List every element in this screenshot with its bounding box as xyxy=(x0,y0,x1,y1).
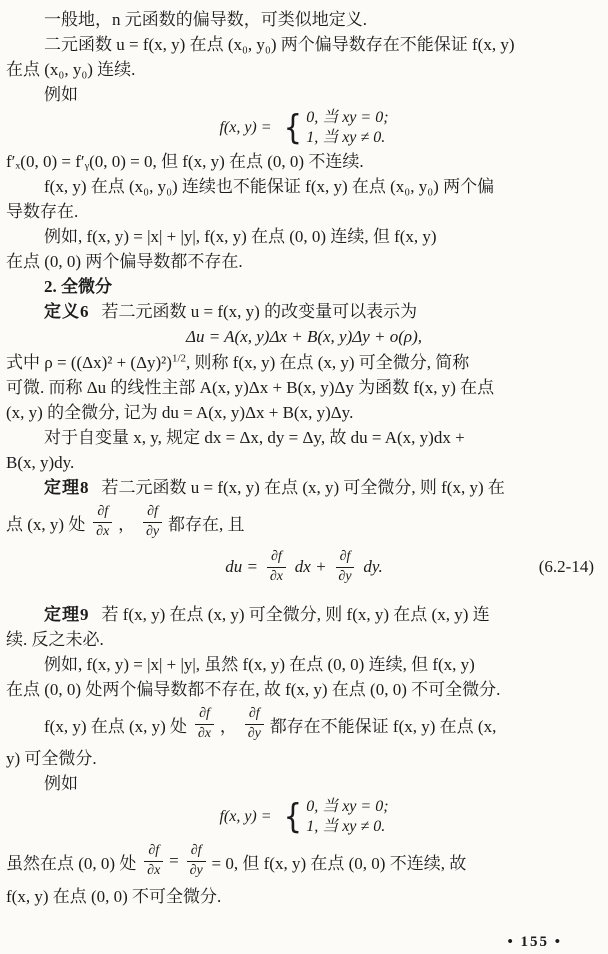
paragraph-continuity-line1: f(x, y) 在点 (x₀, y₀) 连续也不能保证 f(x, y) 在点 (x₀, y₀) 两个偏 xyxy=(44,177,495,196)
rho-pre: 式中 ρ = ((Δx)² + (Δy)²) xyxy=(6,353,172,372)
fraction-denominator: ∂y xyxy=(145,523,160,539)
formula-lhs: f(x, y) = xyxy=(219,808,272,825)
fraction-numerator: ∂f xyxy=(144,843,163,862)
theorem-8-line xyxy=(0,475,608,500)
fraction-numerator: ∂f xyxy=(245,706,264,725)
case-rows xyxy=(306,797,388,837)
case-row-1: 0, 当 xy = 0; xyxy=(306,109,389,126)
formula-lhs: f(x, y) = xyxy=(219,119,272,136)
theorem-8-fraction-line xyxy=(0,500,608,544)
fraction-numerator: ∂f xyxy=(195,706,214,725)
paragraph-two-partials-line2: 在点 (x₀, y₀) 连续. xyxy=(6,60,136,79)
case-row-2: 1, 当 xy ≠ 0. xyxy=(306,818,386,835)
case-row-2: 1, 当 xy ≠ 0. xyxy=(306,129,386,146)
fraction-numerator: ∂f xyxy=(336,549,355,568)
text-segment: ， xyxy=(118,514,136,534)
fraction-numerator: ∂f xyxy=(93,504,112,523)
section-heading-total-differential: 2. 全微分 xyxy=(44,277,112,296)
paragraph-differentiable-line: 可微. 而称 Δu 的线性主部 A(x, y)Δx + B(x, y)Δy 为函数 f(x, y) 在点 xyxy=(6,378,495,397)
theorem-8-label: 定理8 xyxy=(44,478,90,497)
paragraph-two-partials-line1: 二元函数 u = f(x, y) 在点 (x₀, y₀) 两个偏导数存在不能保证 f(x, y) xyxy=(44,35,515,54)
text-segment: 点 (x, y) 处 xyxy=(6,514,86,534)
example-abs2-line1: 例如, f(x, y) = |x| + |y|, 虽然 f(x, y) 在点 (0, 0) 连续, 但 f(x, y) xyxy=(44,655,475,674)
example-intro: 例如 xyxy=(44,85,78,104)
paragraph-general-definition: 一般地，n 元函数的偏导数，可类似地定义. xyxy=(44,10,367,29)
rho-post: , 则称 f(x, y) 在点 (x, y) 可全微分, 简称 xyxy=(186,353,470,372)
text-segment: ， xyxy=(219,716,237,736)
piecewise-formula-2 xyxy=(0,796,608,838)
case-rows xyxy=(306,108,388,148)
text-segment: 虽然在点 (0, 0) 处 xyxy=(6,853,137,873)
piecewise-formula-1 xyxy=(0,107,608,149)
paragraph-continuity-line2: 导数存在. xyxy=(6,202,79,221)
fraction-denominator: ∂x xyxy=(269,568,283,584)
conclusion-line: f(x, y) 在点 (0, 0) 不可全微分. xyxy=(6,887,222,906)
theorem-9-label: 定理9 xyxy=(44,605,90,624)
equation-delta-u: Δu = A(x, y)Δx + B(x, y)Δy + o(ρ), xyxy=(186,327,422,346)
partial-df-dy-fraction xyxy=(336,549,355,586)
equation-number: (6.2-14) xyxy=(538,557,594,576)
left-brace-icon: { xyxy=(283,108,302,148)
fraction-denominator: ∂x xyxy=(147,862,161,878)
equation-lhs: du = xyxy=(225,557,258,576)
theorem-9-continuation: 续. 反之未必. xyxy=(6,630,104,649)
fraction-numerator: ∂f xyxy=(187,843,206,862)
fraction-denominator: ∂y xyxy=(189,862,203,878)
example-abs2-line2: 在点 (0, 0) 处两个偏导数都不存在, 故 f(x, y) 在点 (0, 0) 不可全微分. xyxy=(6,680,501,699)
equation-mid: dx + xyxy=(294,557,327,576)
left-brace-icon: { xyxy=(283,797,302,837)
fraction-denominator: ∂x xyxy=(96,523,110,539)
equation-end: dy. xyxy=(363,557,383,576)
text-segment: 都存在, 且 xyxy=(167,514,245,534)
paragraph-rho-line xyxy=(0,350,608,375)
partial-df-dx-fraction xyxy=(195,706,214,743)
example-abs-line1: 例如, f(x, y) = |x| + |y|, f(x, y) 在点 (0, 0) 连续, 但 f(x, y) xyxy=(44,227,437,246)
paragraph-partials-zero: f′ₓ(0, 0) = f′ᵧ(0, 0) = 0, 但 f(x, y) 在点 (0, 0) 不连续. xyxy=(6,152,364,171)
fraction-numerator: ∂f xyxy=(143,504,162,523)
case-row-1: 0, 当 xy = 0; xyxy=(306,798,389,815)
equals-sign: = xyxy=(169,851,179,870)
paragraph-independent-vars-line2: B(x, y)dy. xyxy=(6,453,75,472)
partial-df-dy-fraction xyxy=(187,843,206,880)
conclusion-fraction-line xyxy=(0,838,608,884)
partials-not-sufficient-line xyxy=(0,702,608,746)
text-segment: = 0, 但 f(x, y) 在点 (0, 0) 不连续, 故 xyxy=(211,853,467,873)
paragraph-independent-vars-line1: 对于自变量 x, y, 规定 dx = Δx, dy = Δy, 故 du = A(x, y)dx + xyxy=(44,428,465,447)
equation-6-2-14 xyxy=(0,544,608,590)
fraction-denominator: ∂y xyxy=(338,568,352,584)
partial-df-dx-fraction xyxy=(267,549,286,586)
partial-df-dx-fraction xyxy=(93,504,112,541)
theorem-9-line xyxy=(0,602,608,627)
text-segment: 都存在不能保证 f(x, y) 在点 (x, xyxy=(269,716,497,736)
definition-6-line xyxy=(0,299,608,324)
partials-not-sufficient-continuation: y) 可全微分. xyxy=(6,749,97,768)
paragraph-total-diff-notation: (x, y) 的全微分, 记为 du = A(x, y)Δx + B(x, y)Δy. xyxy=(6,403,354,422)
example-abs-line2: 在点 (0, 0) 两个偏导数都不存在. xyxy=(6,252,243,271)
definition-6-text: 若二元函数 u = f(x, y) 的改变量可以表示为 xyxy=(101,302,418,321)
definition-6-label: 定义6 xyxy=(44,302,90,321)
partial-df-dy-fraction xyxy=(245,706,264,743)
text-segment: f(x, y) 在点 (x, y) 处 xyxy=(44,716,188,736)
page-number: • 155 • xyxy=(507,934,562,950)
theorem-8-text: 若二元函数 u = f(x, y) 在点 (x, y) 可全微分, 则 f(x, y) 在 xyxy=(101,478,505,497)
partial-df-dx-fraction xyxy=(144,843,163,880)
fraction-denominator: ∂y xyxy=(247,725,261,741)
fraction-denominator: ∂x xyxy=(197,725,212,741)
theorem-9-text: 若 f(x, y) 在点 (x, y) 可全微分, 则 f(x, y) 在点 (x, y) 连 xyxy=(101,605,490,624)
rho-exponent: 1/2 xyxy=(171,352,186,365)
fraction-numerator: ∂f xyxy=(267,549,286,568)
partial-df-dy-fraction xyxy=(143,504,162,541)
example-intro-2: 例如 xyxy=(44,774,78,793)
